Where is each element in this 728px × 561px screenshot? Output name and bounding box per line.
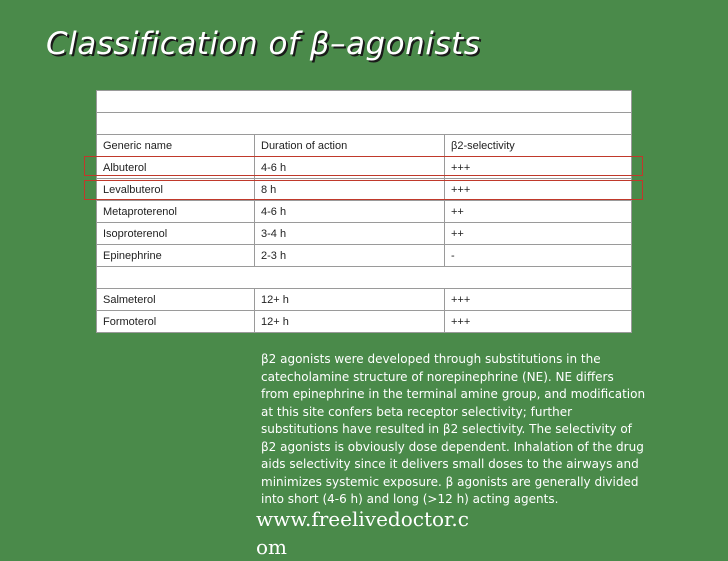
paragraph-line: at this site confers beta receptor selectivity; further [261, 404, 573, 419]
drug-duration: 3-4 h [255, 223, 445, 245]
footer-line: om [256, 535, 288, 559]
drug-selectivity: ++ [445, 201, 632, 223]
table-row [97, 157, 632, 179]
explanation-paragraph [261, 351, 691, 509]
drug-selectivity: +++ [445, 289, 632, 311]
paragraph-line: into short (4-6 h) and long (>12 h) acting agents. [261, 492, 559, 506]
drug-duration: 2-3 h [255, 245, 445, 267]
slide-title: Classification of β–agonists [46, 26, 481, 62]
drug-name: Salmeterol [97, 289, 255, 311]
drug-name: Albuterol [97, 157, 255, 179]
drug-duration: 8 h [255, 179, 445, 201]
paragraph-line: β2 agonists is obviously dose dependent. Inhalation of the drug [261, 439, 644, 454]
header-b2-selectivity: β2-selectivity [445, 135, 632, 157]
drug-selectivity: +++ [445, 311, 632, 333]
footer-line: www.freelivedoctor.c [256, 507, 469, 531]
drug-selectivity: +++ [445, 179, 632, 201]
drug-duration: 4-6 h [255, 157, 445, 179]
drug-duration: 12+ h [255, 289, 445, 311]
section-row-long [97, 267, 632, 289]
paragraph-line: β2 agonists were developed through substitutions in the [261, 352, 601, 366]
beta-agonists-table [96, 90, 631, 333]
drug-duration: 4-6 h [255, 201, 445, 223]
table-row [97, 223, 632, 245]
table-row [97, 245, 632, 267]
drug-name: Isoproterenol [97, 223, 255, 245]
section-label-short: Short acting [97, 113, 632, 135]
drug-name: Epinephrine [97, 245, 255, 267]
drug-selectivity: - [445, 245, 632, 267]
table-row [97, 289, 632, 311]
drug-selectivity: +++ [445, 157, 632, 179]
table-row [97, 201, 632, 223]
drug-name: Formoterol [97, 311, 255, 333]
table-row [97, 179, 632, 201]
drug-duration: 12+ h [255, 311, 445, 333]
section-label-long: Long acting [97, 267, 632, 289]
paragraph-line: minimizes systemic exposure. β agonists are generally divided [261, 474, 639, 489]
paragraph-line: substitutions have resulted in β2 selectivity. The selectivity of [261, 422, 632, 436]
table-row [97, 311, 632, 333]
table-caption-row [97, 91, 632, 113]
table-caption: Table 1. Beta Agonists [97, 91, 632, 113]
website-footer [256, 505, 469, 561]
header-generic-name: Generic name [97, 135, 255, 157]
paragraph-line: aids selectivity since it delivers small doses to the airways and [261, 457, 639, 471]
table-header-row [97, 135, 632, 157]
drug-name: Metaproterenol [97, 201, 255, 223]
paragraph-line: from epinephrine in the terminal amine group, and modification [261, 387, 646, 401]
drug-name: Levalbuterol [97, 179, 255, 201]
paragraph-line: catecholamine structure of norepinephrine (NE). NE differs [261, 369, 614, 384]
section-row-short [97, 113, 632, 135]
drug-selectivity: ++ [445, 223, 632, 245]
header-duration: Duration of action [255, 135, 445, 157]
